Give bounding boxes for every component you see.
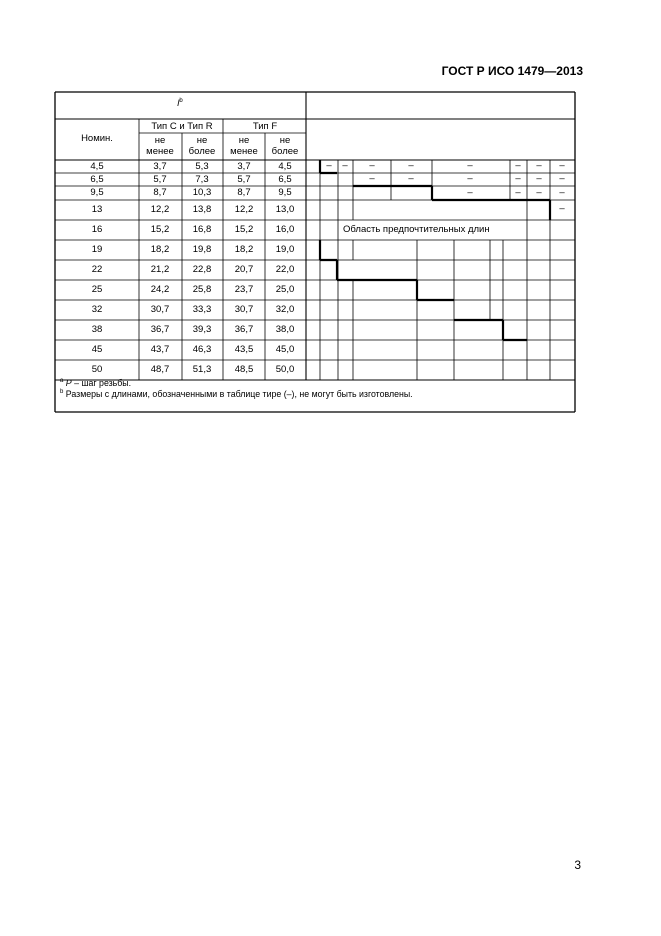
dash-mark-4: – — [467, 160, 473, 171]
cell-r0-c4: 4,5 — [278, 160, 292, 172]
cell-r0-c2: 5,3 — [195, 160, 209, 172]
footnote-a-variable: P — [65, 378, 72, 388]
cell-r6-c1: 21,2 — [150, 264, 170, 275]
dash-mark-3: – — [408, 160, 414, 171]
dash-mark-16: – — [536, 187, 542, 198]
cell-r10-c1: 43,7 — [150, 344, 170, 355]
preferred-lengths-label: Область предпочтительных длин — [343, 224, 490, 235]
cell-r6-c4: 22,0 — [275, 264, 295, 275]
cell-r8-c1: 30,7 — [150, 304, 170, 315]
cell-r4-c3: 15,2 — [234, 224, 254, 235]
document-header: ГОСТ Р ИСО 1479—2013 — [441, 64, 583, 78]
dash-mark-7: – — [559, 160, 565, 171]
cell-r4-c4: 16,0 — [275, 224, 295, 235]
cell-r8-c0: 32 — [91, 304, 103, 315]
cell-r3-c3: 12,2 — [234, 204, 254, 215]
dash-mark-10: – — [467, 173, 473, 184]
cell-r5-c0: 19 — [91, 244, 103, 255]
l-symbol: l — [177, 98, 180, 110]
type-f-header: Тип F — [252, 121, 278, 132]
cell-r6-c2: 22,8 — [192, 264, 212, 275]
column-l-header — [140, 96, 220, 109]
cell-r1-c0: 6,5 — [90, 173, 104, 185]
footnote-a-mark: a — [60, 378, 64, 385]
cell-r3-c1: 12,2 — [150, 204, 170, 215]
dash-mark-13: – — [559, 173, 565, 184]
cell-r11-c3: 48,5 — [234, 364, 254, 375]
nominal-header: Номин. — [81, 133, 113, 144]
dash-mark-2: – — [369, 160, 375, 171]
cell-r10-c4: 45,0 — [275, 344, 295, 355]
cell-r9-c4: 38,0 — [275, 324, 295, 335]
page-number: 3 — [574, 858, 581, 872]
dash-mark-17: – — [559, 187, 565, 198]
dash-mark-5: – — [515, 160, 521, 171]
cell-r1-c3: 5,7 — [237, 173, 251, 185]
cell-r3-c2: 13,8 — [192, 204, 212, 215]
dash-mark-6: – — [536, 160, 542, 171]
dash-mark-11: – — [515, 173, 521, 184]
cell-r11-c0: 50 — [91, 364, 103, 375]
cell-r8-c3: 30,7 — [234, 304, 254, 315]
cell-r7-c2: 25,8 — [192, 284, 212, 295]
type-cr-header: Тип C и Тип R — [151, 121, 213, 132]
cell-r2-c1: 8,7 — [153, 187, 167, 198]
cell-r9-c2: 39,3 — [192, 324, 212, 335]
cell-r1-c2: 7,3 — [195, 173, 209, 185]
cell-r2-c2: 10,3 — [192, 187, 212, 198]
cell-r8-c4: 32,0 — [275, 304, 295, 315]
cell-r10-c2: 46,3 — [192, 344, 212, 355]
cell-r2-c4: 9,5 — [278, 187, 292, 198]
cell-r4-c1: 15,2 — [150, 224, 170, 235]
footnote-b-mark: b — [60, 389, 64, 396]
cell-r4-c0: 16 — [91, 224, 103, 235]
limit-header-3-b: более — [271, 146, 299, 157]
dash-mark-12: – — [536, 173, 542, 184]
dash-mark-9: – — [408, 173, 414, 184]
limit-header-3: не — [279, 135, 291, 146]
cell-r0-c1: 3,7 — [153, 160, 167, 172]
cell-r2-c3: 8,7 — [237, 187, 251, 198]
limit-header-1-b: более — [188, 146, 216, 157]
cell-r7-c4: 25,0 — [275, 284, 295, 295]
cell-r0-c3: 3,7 — [237, 160, 251, 172]
cell-r7-c0: 25 — [91, 284, 103, 295]
cell-r6-c3: 20,7 — [234, 264, 254, 275]
footnote-a — [60, 378, 131, 388]
dash-mark-0: – — [326, 160, 332, 171]
cell-r4-c2: 16,8 — [192, 224, 212, 235]
footnote-b — [60, 389, 413, 399]
limit-header-0: не — [154, 135, 166, 146]
cell-r7-c3: 23,7 — [234, 284, 254, 295]
limit-header-2-b: менее — [230, 146, 258, 157]
cell-r10-c0: 45 — [91, 344, 103, 355]
cell-r11-c2: 51,3 — [192, 364, 212, 375]
cell-r10-c3: 43,5 — [234, 344, 254, 355]
limit-header-0-b: менее — [146, 146, 174, 157]
l-sup: b — [179, 98, 183, 104]
cell-r9-c3: 36,7 — [234, 324, 254, 335]
cell-r5-c1: 18,2 — [150, 244, 170, 255]
cell-r9-c0: 38 — [91, 324, 103, 335]
cell-r5-c4: 19,0 — [275, 244, 295, 255]
limit-header-2: не — [238, 135, 250, 146]
cell-r5-c2: 19,8 — [192, 244, 212, 255]
cell-r5-c3: 18,2 — [234, 244, 254, 255]
cell-r11-c1: 48,7 — [150, 364, 170, 375]
dash-mark-14: – — [467, 187, 473, 198]
dash-mark-1: – — [342, 160, 348, 171]
dash-mark-15: – — [515, 187, 521, 198]
cell-r6-c0: 22 — [91, 264, 103, 275]
cell-r3-c4: 13,0 — [275, 204, 295, 215]
cell-r1-c1: 5,7 — [153, 173, 167, 185]
cell-r11-c4: 50,0 — [275, 364, 295, 375]
cell-r1-c4: 6,5 — [278, 173, 292, 185]
cell-r9-c1: 36,7 — [150, 324, 170, 335]
cell-r3-c0: 13 — [91, 204, 103, 215]
dash-mark-18: – — [559, 203, 565, 214]
cell-r2-c0: 9,5 — [90, 187, 104, 198]
cell-r0-c0: 4,5 — [90, 160, 104, 172]
cell-r8-c2: 33,3 — [192, 304, 212, 315]
dash-mark-8: – — [369, 173, 375, 184]
cell-r7-c1: 24,2 — [150, 284, 170, 295]
footnote-b-text: Размеры с длинами, обозначенными в таблице тире (–), не могут быть изготовлены. — [65, 389, 413, 399]
footnote-a-text: – шаг резьбы. — [71, 378, 132, 388]
limit-header-1: не — [196, 135, 208, 146]
